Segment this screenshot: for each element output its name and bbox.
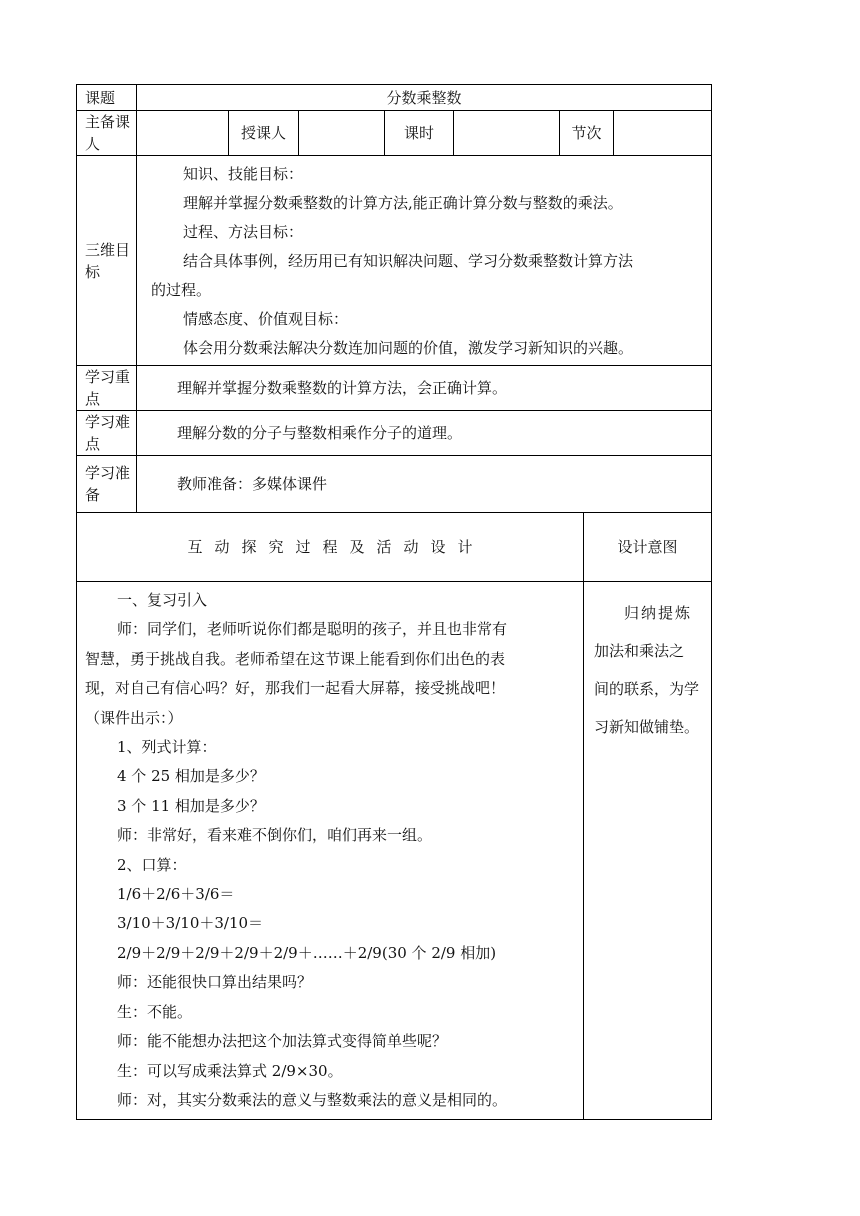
difficulties-text: 理解分数的分子与整数相乘作分子的道理。 [177,423,463,442]
lesson-plan-table [76,84,712,1120]
difficulties-label: 学习难点 [77,411,137,456]
key-points-text: 理解并掌握分数乘整数的计算方法，会正确计算。 [177,378,508,397]
intent-line: 归纳提炼 [624,604,693,622]
section-value [614,111,712,156]
hours-label: 课时 [385,111,454,156]
process-title: 互动探究过程及活动设计 [77,513,584,582]
key-points-label: 学习重点 [77,366,137,411]
goals-line: 体会用分数乘法解决分数连加问题的价值，激发学习新知识的兴趣。 [183,339,634,357]
goals-line: 的过程。 [151,281,212,299]
intent-line: 加法和乘法之 [594,642,685,660]
goals-content [137,156,712,366]
process-line: 生：不能。 [117,1002,193,1021]
intent-line: 间的联系，为学 [594,680,700,698]
process-line: 4 个 25 相加是多少？ [117,767,265,786]
process-line: 1/6＋2/6＋3/6＝ [117,885,235,904]
goals-line: 过程、方法目标： [183,223,304,241]
process-line: 现，对自己有信心吗？好，那我们一起看大屏幕，接受挑战吧！ [85,679,506,698]
hours-value [454,111,560,156]
intent-title: 设计意图 [584,513,712,582]
section-label: 节次 [560,111,614,156]
process-line: 3/10＋3/10＋3/10＝ [117,914,264,933]
process-line: 3 个 11 相加是多少？ [117,796,265,815]
goals-label: 三维目标 [77,156,137,366]
process-line: 2/9＋2/9＋2/9＋2/9＋2/9＋……＋2/9(30 个 2/9 相加) [117,943,497,962]
goals-line: 理解并掌握分数乘整数的计算方法,能正确计算分数与整数的乘法。 [183,194,623,212]
topic-value: 分数乘整数 [137,85,712,111]
intent-content [584,582,712,1120]
process-line: （课件出示：） [85,708,183,727]
goals-line: 知识、技能目标： [183,165,304,183]
topic-label: 课题 [77,85,137,111]
goals-line: 结合具体事例，经历用已有知识解决问题、学习分数乘整数计算方法 [183,252,634,270]
process-line: 生：可以写成乘法算式 2/9×30。 [117,1061,343,1080]
teacher-value [299,111,385,156]
preparation-cell [137,456,712,513]
intent-line: 习新知做铺垫。 [594,718,700,736]
process-line: 一、复习引入 [117,591,208,609]
process-line: 师：能不能想办法把这个加法算式变得简单些呢？ [117,1032,448,1051]
preparation-text: 教师准备：多媒体课件 [177,474,328,493]
process-line: 师：对，其实分数乘法的意义与整数乘法的意义是相同的。 [117,1090,508,1109]
process-line: 师：非常好，看来难不倒你们，咱们再来一组。 [117,826,433,845]
lead-teacher-label: 主备课人 [77,111,137,156]
process-line: 2、口算： [117,855,187,874]
process-content [77,582,584,1120]
process-line: 师：还能很快口算出结果吗？ [117,973,313,992]
key-points-cell [137,366,712,411]
process-line: 1、列式计算： [117,738,217,757]
goals-line: 情感态度、价值观目标： [183,310,349,328]
teacher-label: 授课人 [229,111,299,156]
process-line: 师：同学们，老师听说你们都是聪明的孩子，并且也非常有 [117,620,508,639]
difficulties-cell [137,411,712,456]
preparation-label: 学习准备 [77,456,137,513]
process-line: 智慧，勇于挑战自我。老师希望在这节课上能看到你们出色的表 [85,649,506,668]
lead-teacher-value [137,111,229,156]
